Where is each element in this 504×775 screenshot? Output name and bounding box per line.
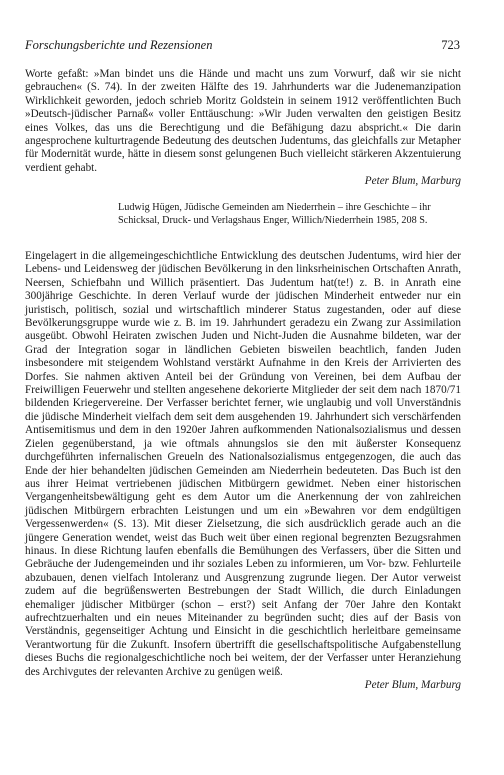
running-header xyxy=(25,38,460,53)
review-2-signature: Peter Blum, Marburg xyxy=(364,679,461,691)
page-number: 723 xyxy=(441,38,460,52)
review-1-signature: Peter Blum, Marburg xyxy=(364,175,461,188)
review-2-text: Eingelagert in die allgemeingeschichtliche Entwicklung des deutschen Judentums, wird hier der Lebens- und Leidensweg der jüdischen Bevölkerung in den linksrheinischen Ortschaften Anrath, Neersen, Schiefbahn und Willich präsentiert. Das Judentum hat(te!) z. B. in Anrath eine 300jährige Geschichte. In deren Verlauf wurde der jüdischen Minderheit entweder nur ein juristisch, politisch, sozial und wirtschaftlich minderer Status zugestanden, oder auf diese Bevölkerungsgruppe wurde wie z. B. im 19. Jahrhundert geradezu ein Zwang zur Assimilation ausgeübt. Obwohl Heiraten zwischen Juden und Nicht-Juden die Ausnahme bildeten, war der Grad der Integration sogar in ländlichen Gebieten bisweilen beachtlich, fanden Juden insbesondere mit steigendem Wohlstand verstärkt Aufnahme in den Kreis der Arrivierten des Dorfes. Sie nahmen aktiven Anteil bei der Gründung von Vereinen, bei dem Aufbau der Freiwilligen Feuerwehr und stellten angesehene dekorierte Mitglieder der seit dem nach 1870/71 bildenden Kriegervereine. Der Verfasser berichtet ferner, wie unglaubig und voll Unverständnis die jüdische Minderheit vielfach dem seit dem ausgehenden 19. Jahrhundert sich verschärfenden Antisemitismus und dem in den 1920er Jahren aufkommenden Nationalsozialismus und dessen Zielen gegenüberstand, ja wie oftmals ahnungslos sie den mit äußerster Konsequenz durchgeführten infernalischen Greueln des Nationalsozialismus entgegenzogen, die auch das Ende der hier behandelten jüdischen Gemeinden am Niederrhein bedeuteten. Das Buch ist den aus ihrer Heimat vertriebenen jüdischen Mitbürgern gewidmet. Neben einer historischen Vergangenheitsbewältigung geht es dem Autor um die Anerkennung der von zahlreichen jüdischen Mitbürgern erbrachten Leistungen und um ein »Bewahren vor dem endgültigen Vergessenwerden« (S. 13). Mit dieser Zielsetzung, die sich ausdrücklich gerade auch an die jüngere Generation wendet, weist das Buch weit über einen regional begrenzten Bezugsrahmen hinaus. In diese Richtung laufen ebenfalls die Bemühungen des Verfassers, über die Sitten und Gebräuche der Judengemeinden und ihr soziales Leben zu informieren, um Vor- bzw. Fehlurteile abzubauen, denen vielfach Intoleranz und Ausgrenzung zugrunde liegen. Der Autor verweist zudem auf die begrüßenswerten Bestrebungen der Stadt Willich, die durch Einladungen ehemaliger jüdischer Mitbürger (schon – erst?) seit Anfang der 70er Jahre den Kontakt aufrechtzuerhalten und ein neues Miteinander zu begründen sucht; dies auf der Basis von Verständnis, gegenseitiger Achtung und Einsicht in die geschichtlich herleitbare gemeinsame Verantwortung für die Zukunft. Insofern übertrifft die gesellschaftspolitische Aufgabenstellung dieses Buchs die regionalgeschichtliche noch bei weitem, der der Verfasser unter Heranziehung des Archivgutes der relevanten Archive zu genügen weiß. xyxy=(25,250,461,678)
journal-section-title: Forschungsberichte und Rezensionen xyxy=(25,38,213,52)
review-1 xyxy=(25,68,461,189)
review-1-text: Worte gefaßt: »Man bindet uns die Hände und macht uns zum Vorwurf, daß wir sie nicht gebrauchen« (S. 74). In der zweiten Hälfte des 19. Jahrhunderts war die Judenemanzipation Wirklichkeit geworden, jedoch schrieb Moritz Goldstein in seinem 1912 veröffentlichten Buch »Deutsch-jüdischer Parnaß« voller Enttäuschung: »Wir Juden verwalten den geistigen Besitz eines Volkes, das uns die Berechtigung und die Befähigung dazu abspricht.« Die darin angesprochene kulturtragende Bedeutung des deutschen Judentums, das gleichfalls zur Metapher für Modernität wurde, hätte in diesem sonst gelungenen Buch vielleicht stärkeren Akzentuierung verdient gehabt. xyxy=(25,68,461,174)
review-2 xyxy=(25,250,461,692)
review-2-bibliography: Ludwig Hügen, Jüdische Gemeinden am Niederrhein – ihre Geschichte – ihr Schicksal, Druck- und Verlagshaus Enger, Willich/Niederrhein 1985, 208 S. xyxy=(118,202,431,227)
